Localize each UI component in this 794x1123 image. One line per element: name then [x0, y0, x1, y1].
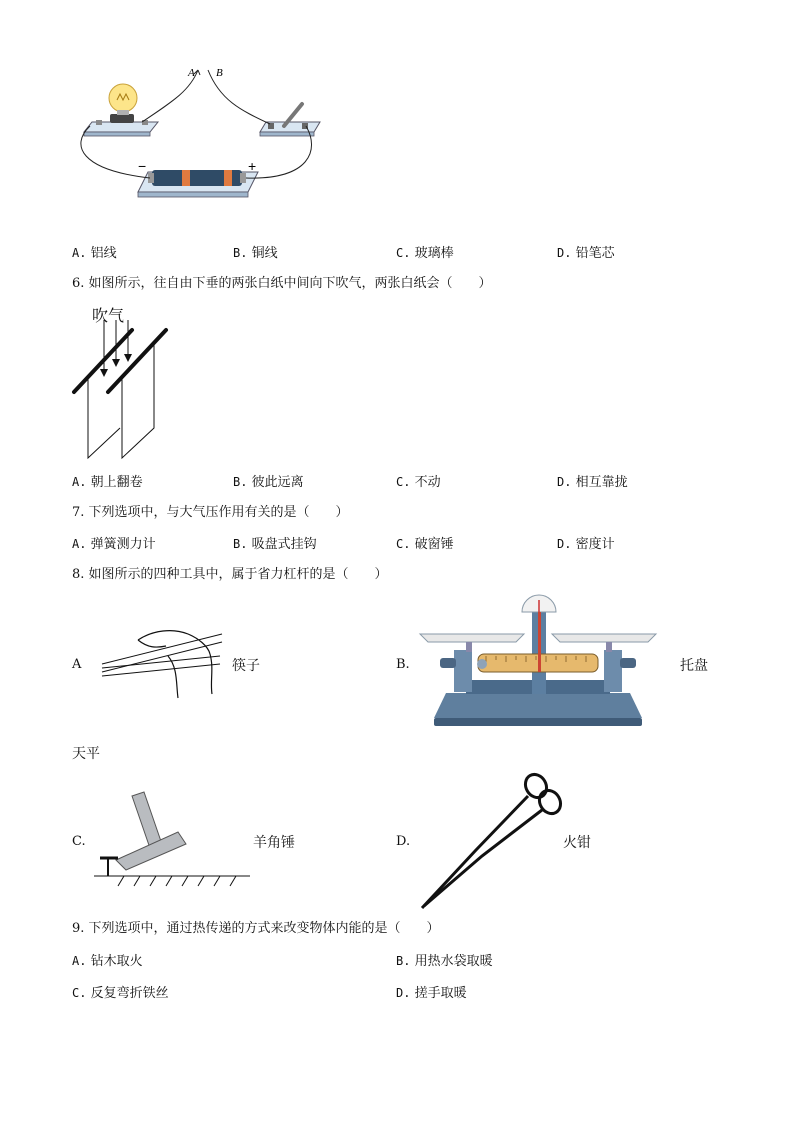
- battery-plus-label: +: [248, 158, 257, 174]
- q9-option-b: B. 用热水袋取暖: [396, 954, 493, 969]
- q8-stem: 8. 如图所示的四种工具中，属于省力杠杆的是（ ）: [72, 567, 388, 582]
- q7-option-d: D. 密度计: [557, 537, 615, 552]
- q9-option-a: A. 钻木取火: [72, 954, 143, 969]
- q7-option-c: C. 破窗锤: [396, 537, 454, 552]
- q8-option-c-text: 羊角锤: [253, 835, 295, 851]
- q8-option-b-letter: B.: [396, 657, 410, 672]
- fire-tongs-figure: [416, 770, 566, 912]
- terminal-a-label: A: [188, 67, 195, 79]
- circuit-figure: [70, 60, 340, 210]
- claw-hammer-figure: [94, 788, 254, 892]
- q6-option-c: C. 不动: [396, 475, 441, 490]
- chopsticks-figure: [98, 628, 230, 700]
- q7-option-a: A. 弹簧测力计: [72, 537, 156, 552]
- q8-option-a-text: 筷子: [232, 658, 260, 674]
- q6-option-b: B. 彼此远离: [233, 475, 304, 490]
- q6-stem: 6. 如图所示，往自由下垂的两张白纸中间向下吹气，两张白纸会（ ）: [72, 276, 492, 291]
- q8-option-b-text: 托盘: [680, 658, 708, 674]
- q9-option-d: D. 搓手取暖: [396, 986, 467, 1001]
- q8-option-d-text: 火钳: [563, 835, 591, 851]
- q6-option-d: D. 相互靠拢: [557, 475, 628, 490]
- q5-option-c: C. 玻璃棒: [396, 246, 454, 261]
- q8-option-d-letter: D.: [396, 834, 411, 849]
- blow-air-label: 吹气: [92, 306, 125, 325]
- q5-option-d: D. 铅笔芯: [557, 246, 615, 261]
- q6-option-a: A. 朝上翻卷: [72, 475, 143, 490]
- q9-stem: 9. 下列选项中，通过热传递的方式来改变物体内能的是（ ）: [72, 921, 440, 936]
- balance-scale-figure: [416, 598, 660, 728]
- q8-option-a-letter: A: [72, 657, 82, 672]
- terminal-b-label: B: [216, 67, 223, 79]
- battery-minus-label: −: [138, 158, 147, 174]
- q9-option-c: C. 反复弯折铁丝: [72, 986, 169, 1001]
- q5-option-b: B. 铜线: [233, 246, 278, 261]
- q7-option-b: B. 吸盘式挂钩: [233, 537, 317, 552]
- paper-sheets-figure: [70, 320, 180, 465]
- q8-option-b-text-continued: 天平: [72, 746, 100, 762]
- q5-option-a: A. 铝线: [72, 246, 117, 261]
- q7-stem: 7. 下列选项中，与大气压作用有关的是（ ）: [72, 505, 349, 520]
- q8-option-c-letter: C.: [72, 834, 86, 849]
